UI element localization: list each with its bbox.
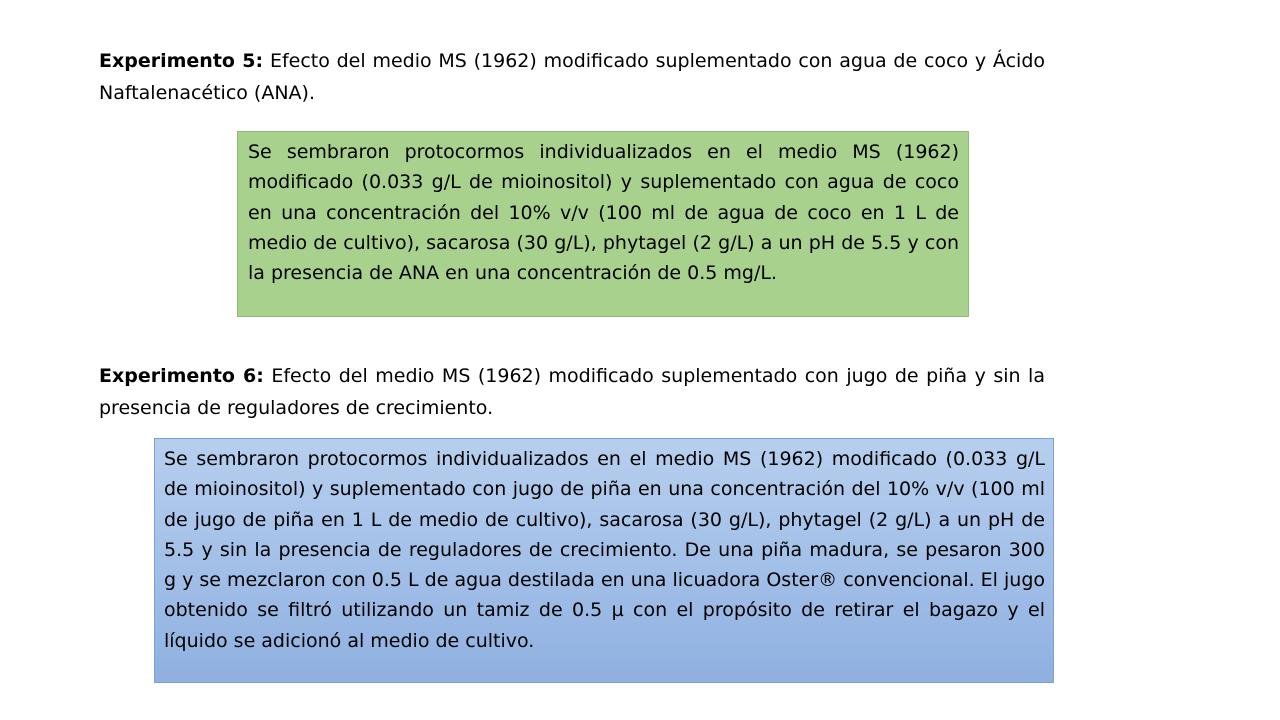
experiment-6-label: Experimento 6: <box>99 365 264 387</box>
experiment-5-title: Efecto del medio MS (1962) modificado suplementado con agua de coco y Ácido Naftalenacético (ANA). <box>99 50 1045 104</box>
experiment-5-description-box <box>237 131 969 317</box>
experiment-6-title: Efecto del medio MS (1962) modificado suplementado con jugo de piña y sin la presencia de reguladores de crecimiento. <box>99 365 1045 419</box>
experiment-5-description: Se sembraron protocormos individualizados en el medio MS (1962) modificado (0.033 g/L de mioinositol) y suplementado con agua de coco en una concentración del 10% v/v (100 ml de agua de coco en 1 L de medio de cultivo), sacarosa (30 g/L), phytagel (2 g/L) a un pH de 5.5 y con la presencia de ANA en una concentración de 0.5 mg/L. <box>248 141 959 285</box>
experiment-6-description: Se sembraron protocormos individualizados en el medio MS (1962) modificado (0.033 g/L de mioinositol) y suplementado con jugo de piña en una concentración del 10% v/v (100 ml de jugo de piña en 1 L de medio de cultivo), sacarosa (30 g/L), phytagel (2 g/L) a un pH de 5.5 y sin la presencia de reguladores de crecimiento. De una piña madura, se pesaron 300 g y se mezclaron con 0.5 L de agua destilada en una licuadora Oster® convencional. El jugo obtenido se filtró utilizando un tamiz de 0.5 µ con el propósito de retirar el bagazo y el líquido se adicionó al medio de cultivo. <box>164 448 1046 652</box>
experiment-6-heading <box>99 360 1045 424</box>
experiment-6-description-box <box>154 438 1054 683</box>
experiment-5-heading <box>99 45 1045 109</box>
experiment-5-label: Experimento 5: <box>99 50 264 72</box>
